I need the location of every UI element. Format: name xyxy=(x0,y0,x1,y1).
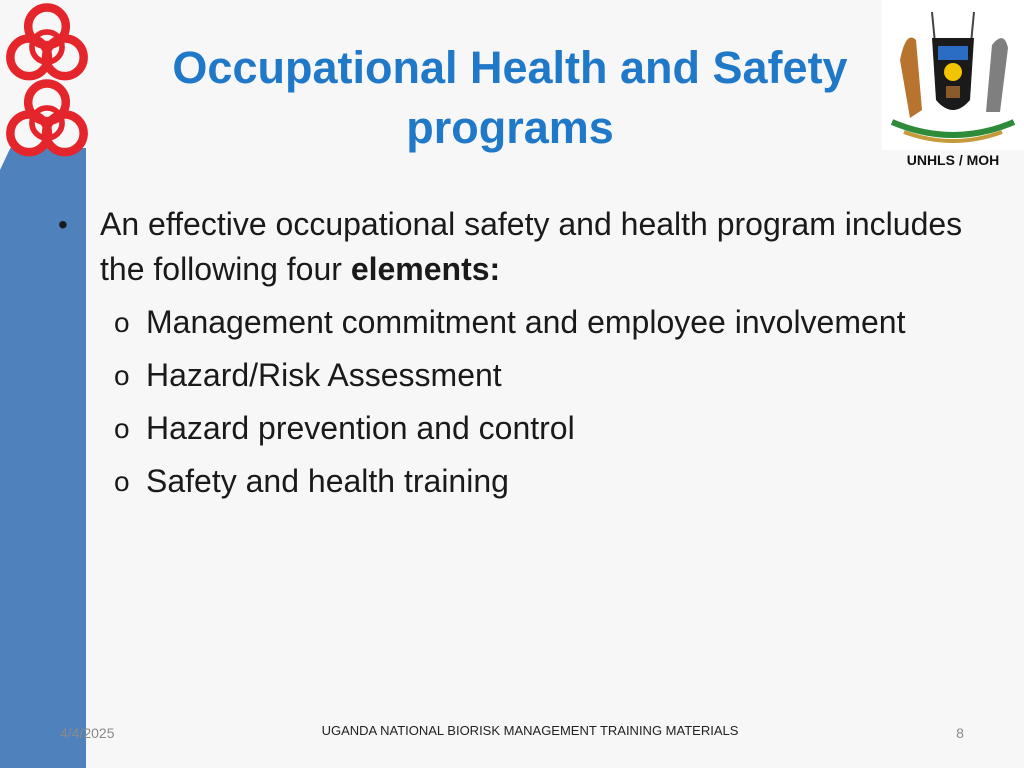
sub-bullet-marker: o xyxy=(114,307,130,338)
bullet-intro-text: An effective occupational safety and health program includes the following four xyxy=(100,206,963,287)
slide-body xyxy=(58,202,988,504)
sub-bullet-marker: o xyxy=(114,360,130,391)
logo-label: UNHLS / MOH xyxy=(906,152,1000,168)
biohazard-icon xyxy=(0,76,94,170)
footer-title: UGANDA NATIONAL BIORISK MANAGEMENT TRAINING MATERIALS xyxy=(321,723,739,738)
list-item xyxy=(58,353,988,398)
list-item xyxy=(58,406,988,451)
list-item xyxy=(58,300,988,345)
bullet-bold-text: elements: xyxy=(350,251,501,287)
list-item xyxy=(58,459,988,504)
sub-bullet-marker: o xyxy=(114,413,130,444)
sub-item-text: Safety and health training xyxy=(146,463,509,499)
main-bullet xyxy=(58,202,988,292)
footer-date: 4/4/2025 xyxy=(60,725,115,741)
sub-bullet-marker: o xyxy=(114,466,130,497)
sub-item-text: Hazard/Risk Assessment xyxy=(146,357,502,393)
title-line-2: programs xyxy=(406,102,614,153)
title-line-1: Occupational Health and Safety xyxy=(172,42,848,93)
page-number: 8 xyxy=(956,725,964,741)
sub-item-text: Management commitment and employee involvement xyxy=(146,304,906,340)
slide-title xyxy=(100,38,920,158)
bullet-marker: • xyxy=(58,209,68,240)
sub-item-text: Hazard prevention and control xyxy=(146,410,575,446)
uganda-coat-of-arms-icon xyxy=(882,0,1024,150)
